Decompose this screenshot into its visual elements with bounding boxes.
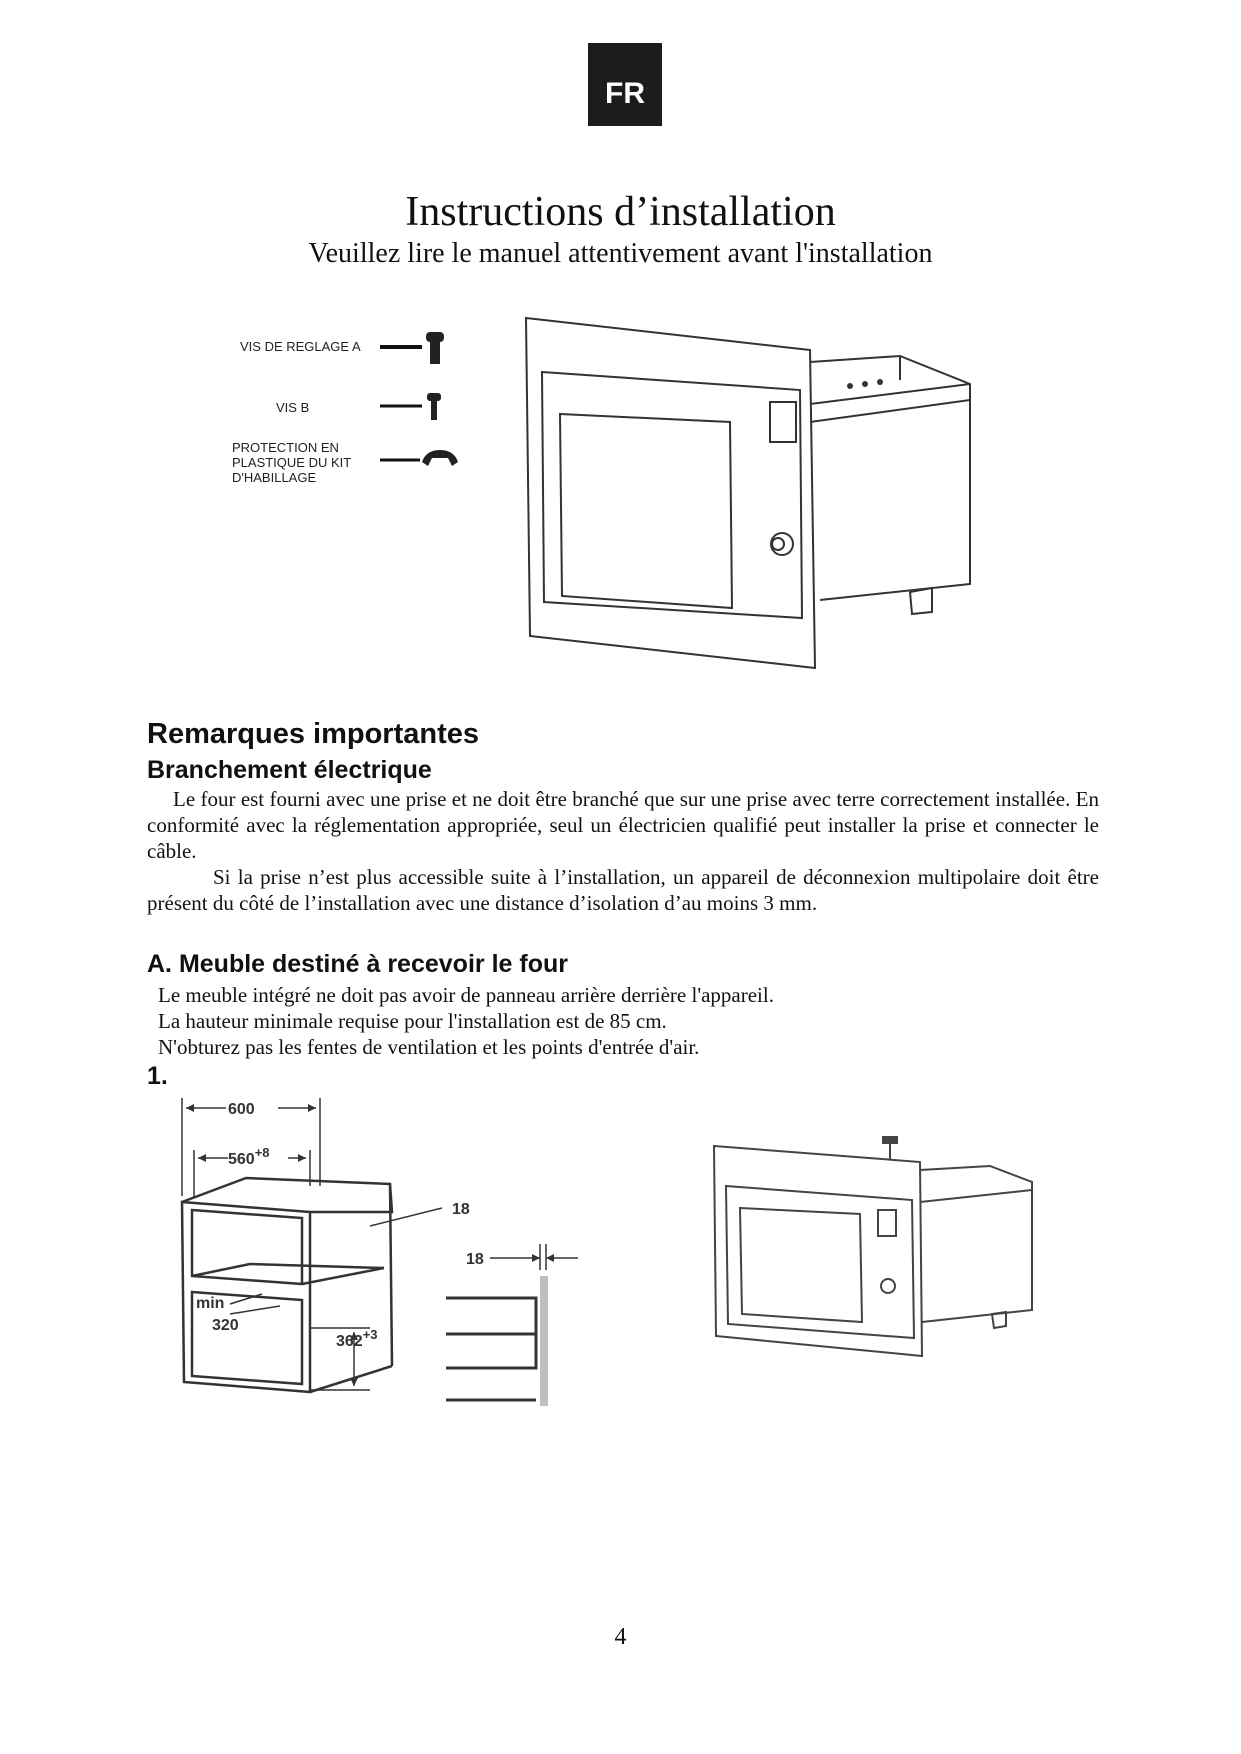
dim-width-outer: 600: [228, 1101, 255, 1118]
part-label-protection: [232, 440, 351, 485]
protection-cap-icon: [380, 450, 458, 466]
protection-line-3: D'HABILLAGE: [232, 470, 317, 485]
page-number: 4: [614, 1624, 627, 1650]
installed-oven-illustration: [710, 1126, 1050, 1366]
dim-min-label: min: [196, 1295, 225, 1312]
screw-a-icon: [380, 332, 444, 364]
page-title: Instructions d’installation: [405, 189, 836, 235]
dim-height: $362^{+3}$: [336, 1327, 378, 1350]
cabinet-line-3: N'obturez pas les fentes de ventilation et les points d'entrée d'air.: [158, 1035, 700, 1059]
screw-b-icon: [380, 393, 441, 420]
section-heading-cabinet: A. Meuble destiné à recevoir le four: [147, 950, 568, 978]
dim-min-value: 320: [212, 1317, 239, 1334]
language-code: FR: [605, 76, 645, 110]
cabinet-line-2: La hauteur minimale requise pour l'installation est de 85 cm.: [158, 1009, 667, 1033]
part-label-screw-a: VIS DE REGLAGE A: [240, 339, 361, 354]
step-number: 1.: [147, 1062, 168, 1090]
dim-thickness-side: 18: [466, 1251, 484, 1268]
section-subheading-electrical: Branchement électrique: [147, 756, 432, 784]
dim-thickness: 18: [452, 1201, 470, 1218]
protection-line-2: PLASTIQUE DU KIT: [232, 455, 352, 470]
side-panel-profile: [440, 1240, 590, 1410]
cabinet-line-1: Le meuble intégré ne doit pas avoir de panneau arrière derrière l'appareil.: [158, 983, 774, 1007]
section-heading-remarks: Remarques importantes: [147, 718, 479, 750]
parts-icons: [378, 326, 468, 466]
electrical-paragraph-2: Si la prise n’est plus accessible suite à l’installation, un appareil de déconnexion multipolaire doit être présent du côté de l’installation avec une distance d’isolation d’au moins 3 mm.: [147, 865, 1099, 915]
language-badge: [588, 43, 662, 126]
dim-width-inner: $560^{+8}$: [228, 1145, 270, 1168]
protection-line-1: PROTECTION EN: [232, 440, 339, 455]
page-subtitle: Veuillez lire le manuel attentivement avant l'installation: [308, 238, 933, 269]
part-label-screw-b: VIS B: [276, 400, 310, 415]
electrical-paragraph-1: Le four est fourni avec une prise et ne doit être branché que sur une prise avec terre correctement installée. En conformité avec la réglementation appropriée, seul un électricien qualifié peut installer la prise et connecter le câble.: [147, 787, 1099, 863]
oven-illustration: [520, 312, 980, 672]
